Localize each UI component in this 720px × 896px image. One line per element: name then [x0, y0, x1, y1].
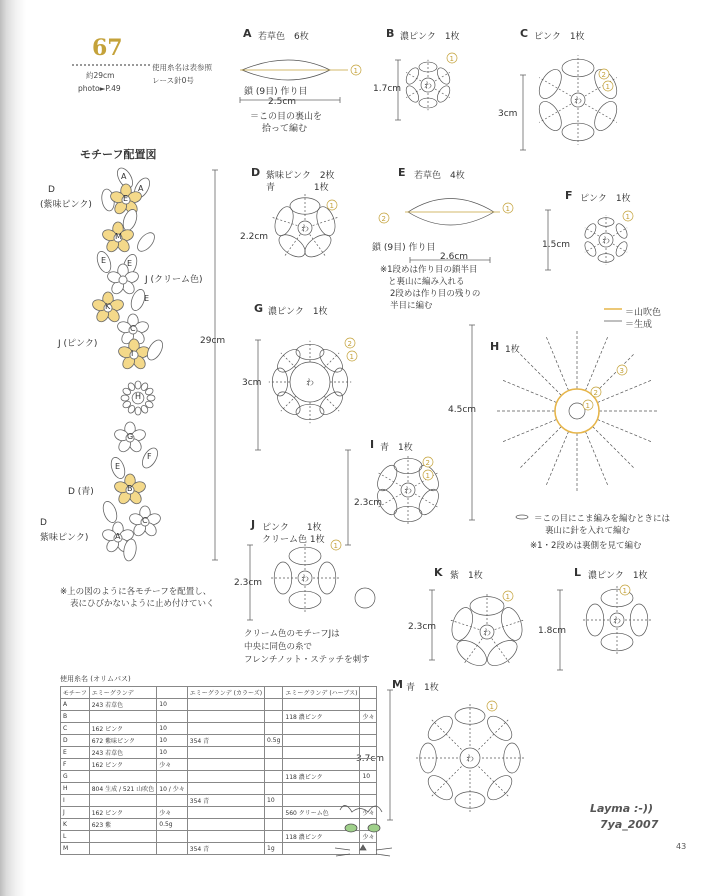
- layout-note-line-1: ※上の図のように各モチーフを配置し、: [60, 587, 212, 597]
- yarn-table-cell: 118 濃ピンク: [283, 831, 360, 843]
- layout-motif-letter: B: [127, 484, 133, 493]
- motif-j-note-3: フレンチノット・ステッチを刺す: [244, 655, 370, 665]
- motif-g-size: 3cm: [242, 378, 262, 388]
- layout-motif-letter: G: [127, 432, 134, 441]
- yarn-table-cell: 10: [157, 735, 187, 747]
- yarn-table-cell: C: [61, 723, 90, 735]
- yarn-table-cell: H: [61, 783, 90, 795]
- yarn-table-cell: D: [61, 735, 90, 747]
- round-number-text: 1: [425, 472, 430, 480]
- round-number-text: 2: [347, 340, 352, 348]
- motif-l-title: 濃ピンク 1枚: [588, 571, 648, 581]
- round-number-text: 1: [449, 55, 454, 63]
- yarn-note: 使用糸名は表参照: [152, 63, 212, 72]
- motif-h-note-2: 裏山に針を入れて編む: [545, 526, 631, 536]
- layout-motif-letter: I: [131, 349, 134, 358]
- yarn-table-header: エミーグランデ: [89, 687, 157, 699]
- motif-h-legend-white: ＝生成: [625, 320, 653, 330]
- layout-motif-letter: A: [121, 172, 127, 181]
- motif-i-letter: I: [370, 438, 375, 451]
- motif-b-letter: B: [386, 27, 395, 40]
- round-number-text: 1: [505, 205, 510, 213]
- motif-j-note-1: クリーム色のモチーフJは: [244, 629, 340, 639]
- motif-l-center-mark: わ: [613, 616, 621, 625]
- round-number-text: 1: [349, 353, 354, 361]
- yarn-table-cell: 10: [157, 699, 187, 711]
- motif-f-center-mark: わ: [602, 236, 610, 245]
- motif-h-title: 1枚: [505, 345, 520, 355]
- motif-m-letter: M: [392, 678, 403, 691]
- layout-motif-letter: A: [115, 532, 121, 541]
- yarn-table-cell: 118 濃ピンク: [283, 771, 360, 783]
- yarn-table-header: モチーフ: [61, 687, 90, 699]
- motif-f-letter: F: [565, 189, 573, 202]
- yarn-table-cell: 少々: [360, 807, 377, 819]
- motif-h-size: 4.5cm: [448, 405, 477, 415]
- yarn-table-cell: 0.5g: [157, 819, 187, 831]
- motif-k-letter: K: [434, 566, 443, 579]
- motif-g-letter: G: [254, 302, 264, 315]
- yarn-table-cell: 10: [157, 747, 187, 759]
- round-number-text: 1: [353, 67, 358, 75]
- round-number-text: 3: [619, 367, 624, 375]
- motif-d-center-mark: わ: [301, 224, 309, 233]
- motif-b-size: 1.7cm: [373, 84, 402, 94]
- round-number-text: 1: [622, 587, 627, 595]
- hook-note: レース針0号: [152, 76, 194, 85]
- yarn-table-cell: 162 ピンク: [89, 723, 157, 735]
- yarn-table-header: エミーグランデ (ハーブス): [283, 687, 360, 699]
- motif-f-size: 1.5cm: [542, 240, 571, 250]
- yarn-table-cell: 118 濃ピンク: [283, 711, 360, 723]
- motif-e-note-3: 2段めは作り目の残りの: [390, 289, 481, 299]
- layout-diagram-title: モチーフ配置図: [80, 148, 157, 161]
- finished-size: 約29cm: [86, 71, 115, 80]
- yarn-table-cell: 162 ピンク: [89, 759, 157, 771]
- motif-a-chain-start: 鎖 (9目) 作り目: [244, 87, 308, 97]
- motif-l-letter: L: [574, 566, 582, 579]
- layout-total-length: 29cm: [200, 336, 226, 346]
- motif-d-title: 紫味ピンク 2枚: [266, 171, 335, 181]
- motif-j-letter: J: [251, 518, 256, 531]
- motif-e-title: 若草色 4枚: [414, 171, 465, 181]
- yarn-table-cell: 243 若草色: [89, 747, 157, 759]
- motif-e-size: 2.6cm: [440, 252, 469, 262]
- motif-b-center-mark: わ: [424, 81, 432, 90]
- motif-e-letter: E: [398, 166, 406, 179]
- motif-j-size: 2.3cm: [234, 578, 263, 588]
- yarn-table-cell: L: [61, 831, 90, 843]
- motif-h-note-1: ＝この目にこま編みを編むときには: [534, 514, 671, 524]
- layout-label-j-cream: J (クリーム色): [145, 275, 203, 285]
- yarn-table-cell: K: [61, 819, 90, 831]
- layout-motif-letter: H: [135, 392, 142, 401]
- motif-c-letter: C: [520, 27, 529, 40]
- yarn-table-cell: 672 紫味ピンク: [89, 735, 157, 747]
- motif-e-note-2: と裏山に編み入れる: [388, 277, 465, 287]
- motif-b-title: 濃ピンク 1枚: [400, 32, 460, 42]
- motif-j-title-2: クリーム色 1枚: [262, 535, 325, 545]
- yarn-table-cell: I: [61, 795, 90, 807]
- round-number-text: 1: [329, 202, 334, 210]
- photo-reference: photo►P.49: [78, 84, 121, 93]
- motif-e-chain-start: 鎖 (9目) 作り目: [372, 243, 436, 253]
- motif-d-letter: D: [251, 166, 261, 179]
- motif-a-title: 若草色 6枚: [258, 32, 309, 42]
- layout-motif-letter: K: [105, 302, 111, 311]
- motif-a-legend: ＝この目の裏山を: [250, 112, 323, 122]
- yarn-table-cell: 少々: [360, 711, 377, 723]
- motif-k-title: 紫 1枚: [450, 571, 483, 581]
- yarn-table-cell: 623 紫: [89, 819, 157, 831]
- layout-motif-letter: E: [123, 194, 129, 203]
- signature-line-2: 7ya_2007: [600, 818, 659, 831]
- yarn-table-cell: 560 クリーム色: [283, 807, 360, 819]
- motif-f-title: ピンク 1枚: [580, 194, 631, 204]
- round-number-text: 1: [333, 542, 338, 550]
- motif-h-letter: H: [490, 340, 500, 353]
- layout-motif-letter: C: [130, 324, 136, 333]
- yarn-table-cell: M: [61, 843, 90, 855]
- round-number-text: 2: [593, 389, 598, 397]
- layout-label-j-pink: J (ピンク): [58, 339, 98, 349]
- yarn-table-cell: G: [61, 771, 90, 783]
- layout-motif-letter: F: [147, 452, 152, 461]
- layout-motif-letter: E: [127, 259, 133, 268]
- motif-a-size: 2.5cm: [268, 97, 297, 107]
- yarn-table-cell: 10: [360, 771, 377, 783]
- motif-j-title: ピンク 1枚: [262, 523, 322, 533]
- yarn-table-cell: 少々: [157, 807, 187, 819]
- yarn-table-cell: 354 青: [187, 795, 264, 807]
- layout-label-d-lower-color: 紫味ピンク): [40, 533, 89, 543]
- yarn-table-header: エミーグランデ (カラーズ): [187, 687, 264, 699]
- yarn-table-cell: E: [61, 747, 90, 759]
- motif-m-title: 青 1枚: [406, 683, 439, 693]
- motif-i-title: 青 1枚: [380, 443, 413, 453]
- motif-e-note-4: 半目に編む: [390, 301, 433, 311]
- yarn-table-cell: 10 / 少々: [157, 783, 187, 795]
- yarn-table-title: 使用糸名 (オリムパス): [60, 675, 131, 683]
- motif-k-center-mark: わ: [483, 628, 491, 637]
- yarn-table-cell: 804 生成 / 521 山吹色: [89, 783, 157, 795]
- round-number-text: 2: [601, 71, 606, 79]
- layout-note-line-2: 表にひびかないように止め付けていく: [70, 599, 215, 609]
- motif-j-note-2: 中央に同色の糸で: [244, 642, 313, 652]
- yarn-table-cell: 10: [157, 723, 187, 735]
- yarn-table-cell: 162 ピンク: [89, 807, 157, 819]
- yarn-table-cell: B: [61, 711, 90, 723]
- round-number-text: 1: [605, 83, 610, 91]
- yarn-table-cell: 10: [265, 795, 283, 807]
- round-number-text: 1: [489, 703, 494, 711]
- yarn-table-cell: 354 青: [187, 843, 264, 855]
- motif-m-center-mark: わ: [466, 754, 474, 763]
- motif-a-legend-2: 拾って編む: [262, 124, 308, 134]
- layout-motif-letter: C: [142, 516, 148, 525]
- motif-d-size: 2.2cm: [240, 232, 269, 242]
- layout-motif-letter: E: [144, 294, 150, 303]
- motif-g-center-mark: わ: [306, 378, 314, 387]
- round-number-text: 2: [425, 459, 430, 467]
- signature-line-1: Layma :-)): [590, 802, 653, 815]
- motif-h-legend-yellow: ＝山吹色: [625, 308, 662, 318]
- round-number-text: 2: [381, 215, 386, 223]
- motif-g-title: 濃ピンク 1枚: [268, 307, 328, 317]
- layout-motif-letter: M: [115, 232, 122, 241]
- motif-j-center-mark: わ: [301, 574, 309, 583]
- layout-motif-letter: E: [101, 256, 107, 265]
- motif-m-size: 3.7cm: [356, 754, 385, 764]
- round-number-text: 1: [585, 402, 590, 410]
- motif-e-note-1: ※1段めは作り目の鎖半目: [380, 265, 478, 275]
- motif-l-size: 1.8cm: [538, 626, 567, 636]
- motif-c-size: 3cm: [498, 109, 518, 119]
- layout-label-d-blue: D (青): [68, 487, 94, 497]
- layout-label-d-color: (紫味ピンク): [40, 200, 92, 210]
- yarn-table-cell: 0.5g: [265, 735, 283, 747]
- motif-d-title-2: 青 1枚: [266, 183, 329, 193]
- motif-i-size: 2.3cm: [354, 498, 383, 508]
- round-number-text: 1: [505, 593, 510, 601]
- page-number: 43: [676, 842, 687, 851]
- layout-motif-letter: E: [115, 462, 121, 471]
- yarn-table-cell: 354 青: [187, 735, 264, 747]
- yarn-table-cell: 1g: [265, 843, 283, 855]
- motif-a-letter: A: [243, 27, 252, 40]
- yarn-table-cell: 少々: [360, 831, 377, 843]
- motif-k-size: 2.3cm: [408, 622, 437, 632]
- yarn-table-cell: A: [61, 699, 90, 711]
- pattern-number: 67: [92, 35, 123, 61]
- layout-label-d: D: [48, 185, 55, 195]
- motif-i-center-mark: わ: [404, 486, 412, 495]
- motif-c-title: ピンク 1枚: [534, 32, 585, 42]
- motif-c-center-mark: わ: [574, 96, 582, 105]
- yarn-table-cell: 少々: [157, 759, 187, 771]
- layout-label-d-lower: D: [40, 518, 47, 528]
- yarn-table-cell: F: [61, 759, 90, 771]
- motif-h-note-3: ※1・2段めは裏側を見て編む: [530, 541, 642, 551]
- layout-motif-letter: A: [138, 184, 144, 193]
- yarn-table-cell: J: [61, 807, 90, 819]
- yarn-table-cell: 243 若草色: [89, 699, 157, 711]
- round-number-text: 1: [625, 213, 630, 221]
